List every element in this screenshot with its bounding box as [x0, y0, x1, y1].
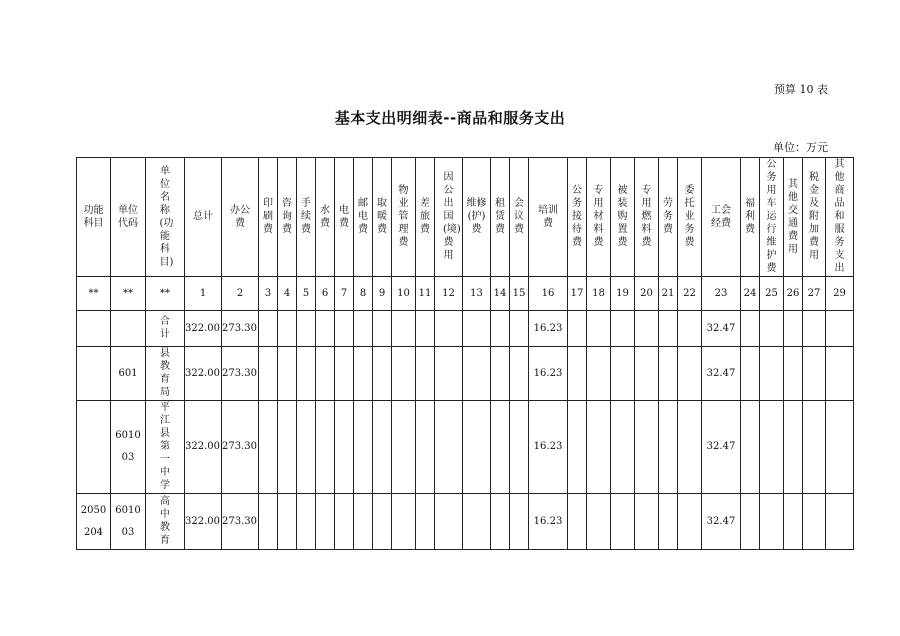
- table-cell: [146, 401, 185, 494]
- table-cell: [278, 401, 297, 494]
- table-cell-text: 16.23: [533, 322, 563, 334]
- index-cell-text: 11: [418, 287, 432, 299]
- table-cell: [678, 311, 702, 347]
- table-cell: [259, 347, 278, 401]
- table-cell-text: 2050204: [80, 504, 107, 538]
- column-header-text: 专用燃料费: [641, 185, 652, 248]
- index-cell: [611, 277, 635, 311]
- table-cell: [529, 401, 568, 494]
- table-cell: [222, 401, 259, 494]
- table-cell: [568, 494, 587, 550]
- index-cell: [354, 277, 373, 311]
- index-cell-text: 17: [570, 287, 584, 299]
- table-cell-text: 高中教育: [160, 496, 170, 546]
- table-cell-text: 322.00: [185, 367, 220, 379]
- column-header-text: 被装购置费: [617, 185, 628, 248]
- column-header: [185, 158, 222, 277]
- column-header: [611, 158, 635, 277]
- column-header: [529, 158, 568, 277]
- table-cell: [297, 311, 316, 347]
- table-cell: [678, 401, 702, 494]
- table-cell: [510, 494, 529, 550]
- index-cell-text: 21: [661, 287, 675, 299]
- table-cell: [659, 401, 678, 494]
- table-cell: [491, 494, 510, 550]
- index-cell: [826, 277, 854, 311]
- table-number: 预算 10 表: [774, 83, 828, 96]
- table-cell: [529, 311, 568, 347]
- column-header-text: 因公出国(境)费用: [443, 172, 461, 261]
- index-cell-text: 24: [743, 287, 757, 299]
- column-header: [146, 158, 185, 277]
- table-cell: [463, 401, 491, 494]
- table-cell: [568, 347, 587, 401]
- table-cell: [760, 494, 784, 550]
- index-cell-text: 6: [321, 287, 329, 299]
- column-header: [803, 158, 826, 277]
- table-cell: [392, 494, 416, 550]
- table-cell: [826, 347, 854, 401]
- table-cell-text: 322.00: [185, 322, 220, 334]
- page-title: 基本支出明细表--商品和服务支出: [334, 109, 566, 127]
- table-cell: [702, 401, 741, 494]
- column-header: [435, 158, 463, 277]
- column-header-text: 维修(护)费: [466, 198, 487, 235]
- table-cell: [587, 347, 611, 401]
- column-header-text: 总计: [193, 211, 213, 222]
- column-header: [392, 158, 416, 277]
- table-cell: [635, 401, 659, 494]
- table-cell: [635, 347, 659, 401]
- table-cell: [611, 311, 635, 347]
- column-header-text: 专用材料费: [593, 185, 604, 248]
- table-cell: [278, 347, 297, 401]
- table-cell: [510, 401, 529, 494]
- column-header-text: 电费: [339, 204, 349, 229]
- index-cell: [678, 277, 702, 311]
- column-header-text: 水费: [320, 204, 330, 229]
- column-header: [568, 158, 587, 277]
- index-cell-text: 27: [807, 287, 821, 299]
- table-cell: [335, 401, 354, 494]
- column-header: [784, 158, 803, 277]
- table-cell: [741, 401, 760, 494]
- table-cell-text: 32.47: [706, 322, 736, 334]
- table-cell-text: 县教育局: [160, 348, 170, 398]
- table-cell: [354, 401, 373, 494]
- column-header-text: 功能科目: [83, 204, 104, 229]
- index-cell: [741, 277, 760, 311]
- table-cell: [803, 401, 826, 494]
- index-cell: [568, 277, 587, 311]
- table-cell: [760, 311, 784, 347]
- column-header: [111, 158, 146, 277]
- table-cell: [435, 311, 463, 347]
- column-header: [278, 158, 297, 277]
- column-header-text: 工会经费: [711, 204, 731, 229]
- column-header: [373, 158, 392, 277]
- table-cell: [510, 347, 529, 401]
- column-header-text: 税金及附加费用: [809, 172, 819, 261]
- table-cell: [741, 347, 760, 401]
- table-cell-text: 273.30: [222, 367, 257, 379]
- index-cell: [659, 277, 678, 311]
- table-cell: [587, 401, 611, 494]
- budget-table: [76, 157, 854, 550]
- table-cell: [659, 494, 678, 550]
- index-cell-text: 20: [640, 287, 653, 299]
- index-cell: [335, 277, 354, 311]
- table-cell: [741, 311, 760, 347]
- table-cell: [568, 311, 587, 347]
- table-cell: [297, 401, 316, 494]
- index-cell-text: 26: [786, 287, 800, 299]
- column-header-text: 邮电费: [358, 198, 368, 235]
- column-header: [316, 158, 335, 277]
- table-cell: [611, 347, 635, 401]
- table-cell: [316, 494, 335, 550]
- table-cell: [373, 347, 392, 401]
- index-cell: [259, 277, 278, 311]
- table-cell: [185, 401, 222, 494]
- table-cell: [826, 311, 854, 347]
- index-cell: [297, 277, 316, 311]
- column-header: [463, 158, 491, 277]
- table-cell: [741, 494, 760, 550]
- column-header-text: 会议费: [514, 198, 524, 235]
- table-cell: [435, 347, 463, 401]
- table-cell: [278, 494, 297, 550]
- table-cell-text: 16.23: [533, 367, 563, 379]
- column-header-text: 委托业务费: [684, 185, 695, 248]
- table-cell: [435, 494, 463, 550]
- index-cell-text: 14: [493, 287, 507, 299]
- column-header-text: 其他商品和服务支出: [834, 159, 845, 274]
- table-cell: [392, 401, 416, 494]
- column-header-text: 差旅费: [420, 198, 430, 235]
- table-cell: [146, 311, 185, 347]
- table-cell: [510, 311, 529, 347]
- table-cell: [146, 347, 185, 401]
- table-cell-text: 273.30: [222, 322, 257, 334]
- table-cell: [222, 494, 259, 550]
- table-cell-text: 32.47: [706, 367, 736, 379]
- column-header: [77, 158, 111, 277]
- table-cell-text: 322.00: [185, 515, 220, 527]
- table-cell: [316, 311, 335, 347]
- index-cell: [463, 277, 491, 311]
- table-cell: [373, 401, 392, 494]
- column-header: [222, 158, 259, 277]
- index-cell: [529, 277, 568, 311]
- index-cell: [185, 277, 222, 311]
- index-cell: [111, 277, 146, 311]
- index-cell-text: 15: [512, 287, 526, 299]
- column-header-text: 咨询费: [282, 198, 292, 235]
- index-cell: [587, 277, 611, 311]
- table-cell: [529, 347, 568, 401]
- column-header: [297, 158, 316, 277]
- column-header-text: 培训费: [538, 204, 558, 229]
- table-cell: [529, 494, 568, 550]
- table-cell: [259, 494, 278, 550]
- index-cell-text: 1: [199, 287, 207, 299]
- table-cell: [185, 311, 222, 347]
- table-cell: [784, 347, 803, 401]
- index-cell: [760, 277, 784, 311]
- column-header-text: 劳务费: [663, 198, 673, 235]
- index-cell-text: 10: [397, 287, 410, 299]
- index-cell-text: 22: [683, 287, 696, 299]
- index-cell-text: 29: [833, 287, 846, 299]
- table-cell: [77, 401, 111, 494]
- table-cell: [392, 347, 416, 401]
- table-cell: [77, 311, 111, 347]
- index-cell: [491, 277, 510, 311]
- column-header-text: 公务用车运行维护费: [766, 159, 777, 274]
- index-cell-text: 3: [264, 287, 272, 299]
- table-cell: [316, 401, 335, 494]
- column-header: [587, 158, 611, 277]
- index-cell: [635, 277, 659, 311]
- index-cell-text: 25: [765, 287, 778, 299]
- index-cell: [803, 277, 826, 311]
- table-cell: [416, 311, 435, 347]
- table-cell-text: 601003: [115, 504, 141, 538]
- column-header: [491, 158, 510, 277]
- table-cell-text: 273.30: [222, 441, 257, 452]
- table-cell: [373, 494, 392, 550]
- table-cell-text: 273.30: [222, 515, 257, 527]
- table-cell: [659, 311, 678, 347]
- column-header-text: 物业管理费: [398, 185, 409, 248]
- table-cell: [335, 311, 354, 347]
- unit-label: 单位：万元: [773, 141, 828, 154]
- column-header: [354, 158, 373, 277]
- index-cell: [435, 277, 463, 311]
- index-cell-text: 12: [442, 287, 455, 299]
- table-cell: [297, 347, 316, 401]
- column-header-text: 单位代码: [118, 204, 138, 229]
- column-header-text: 印刷费: [263, 198, 273, 235]
- column-header: [635, 158, 659, 277]
- column-header-text: 其他交通费用: [788, 178, 798, 255]
- column-header: [259, 158, 278, 277]
- table-cell: [463, 311, 491, 347]
- table-cell: [784, 311, 803, 347]
- table-cell-text: 32.47: [706, 441, 736, 452]
- index-cell: [416, 277, 435, 311]
- table-row: [77, 347, 854, 401]
- table-cell: [354, 494, 373, 550]
- table-cell: [760, 401, 784, 494]
- column-header: [335, 158, 354, 277]
- table-cell: [354, 347, 373, 401]
- index-cell: [146, 277, 185, 311]
- table-cell: [416, 401, 435, 494]
- column-header-text: 福利费: [745, 198, 755, 235]
- table-cell: [111, 347, 146, 401]
- table-cell: [373, 311, 392, 347]
- index-cell: [392, 277, 416, 311]
- table-cell: [491, 401, 510, 494]
- table-cell: [111, 311, 146, 347]
- table-cell: [678, 347, 702, 401]
- table-cell: [635, 311, 659, 347]
- index-cell: [373, 277, 392, 311]
- index-cell-text: 8: [359, 287, 367, 299]
- column-header: [760, 158, 784, 277]
- index-cell-text: 4: [283, 287, 291, 299]
- index-cell: [702, 277, 741, 311]
- table-cell: [111, 401, 146, 494]
- table-cell: [416, 347, 435, 401]
- index-cell: [784, 277, 803, 311]
- column-header-text: 租赁费: [495, 198, 505, 235]
- index-cell-text: 16: [541, 287, 555, 299]
- column-header-text: 单位名称(功能科目): [159, 165, 174, 268]
- index-cell-text: **: [123, 287, 133, 299]
- table-cell: [185, 494, 222, 550]
- table-row: [77, 311, 854, 347]
- table-cell: [784, 401, 803, 494]
- table-cell-text: 322.00: [185, 441, 220, 452]
- table-cell: [335, 494, 354, 550]
- table-cell: [222, 347, 259, 401]
- table-cell: [803, 347, 826, 401]
- table-cell: [77, 347, 111, 401]
- table-cell-text: 16.23: [533, 441, 563, 452]
- table-cell: [259, 401, 278, 494]
- column-header: [741, 158, 760, 277]
- index-cell-text: 5: [302, 287, 310, 299]
- table-cell: [702, 494, 741, 550]
- table-row: [77, 494, 854, 550]
- column-header-text: 公务接待费: [572, 185, 582, 248]
- index-cell-text: **: [88, 287, 99, 299]
- table-row: [77, 401, 854, 494]
- column-header-text: 手续费: [301, 198, 311, 235]
- index-cell-text: 7: [340, 287, 348, 299]
- table-cell-text: 32.47: [706, 515, 736, 527]
- table-cell: [416, 494, 435, 550]
- table-cell-text: 601: [118, 367, 138, 379]
- table-cell: [587, 311, 611, 347]
- table-cell: [435, 401, 463, 494]
- table-cell: [784, 494, 803, 550]
- table-cell: [611, 494, 635, 550]
- table-cell: [146, 494, 185, 550]
- table-cell: [463, 494, 491, 550]
- table-cell: [702, 347, 741, 401]
- index-cell: [222, 277, 259, 311]
- table-cell: [587, 494, 611, 550]
- index-cell-text: 13: [470, 287, 483, 299]
- index-cell: [316, 277, 335, 311]
- table-cell: [259, 311, 278, 347]
- index-cell-text: 9: [378, 287, 386, 299]
- table-cell-text: 16.23: [533, 515, 563, 527]
- table-cell: [222, 311, 259, 347]
- table-cell: [568, 401, 587, 494]
- table-cell: [826, 494, 854, 550]
- table-cell: [278, 311, 297, 347]
- table-cell-text: 601003: [115, 430, 141, 463]
- index-cell: [278, 277, 297, 311]
- table-cell: [491, 311, 510, 347]
- table-cell: [760, 347, 784, 401]
- table-cell: [803, 311, 826, 347]
- column-header: [678, 158, 702, 277]
- column-header-text: 取暖费: [377, 198, 387, 235]
- table-cell: [803, 494, 826, 550]
- column-header: [510, 158, 529, 277]
- table-cell: [335, 347, 354, 401]
- index-cell-text: 23: [714, 287, 728, 299]
- table-cell: [77, 494, 111, 550]
- index-cell-text: 2: [236, 287, 244, 299]
- table-cell-text: 合计: [160, 316, 170, 340]
- table-cell: [826, 401, 854, 494]
- table-cell: [111, 494, 146, 550]
- table-cell: [491, 347, 510, 401]
- table-cell: [659, 347, 678, 401]
- index-cell-text: **: [160, 287, 170, 299]
- table-cell: [635, 494, 659, 550]
- table-cell: [463, 347, 491, 401]
- table-cell-text: 平江县第一中学: [160, 402, 170, 491]
- table-cell: [185, 347, 222, 401]
- index-row: [77, 277, 854, 311]
- table-cell: [678, 494, 702, 550]
- table-cell: [702, 311, 741, 347]
- table-cell: [611, 401, 635, 494]
- index-cell: [510, 277, 529, 311]
- index-cell: [77, 277, 111, 311]
- table-cell: [316, 347, 335, 401]
- index-cell-text: 18: [592, 287, 605, 299]
- table-cell: [392, 311, 416, 347]
- column-header: [826, 158, 854, 277]
- header-row: [77, 158, 854, 277]
- index-cell-text: 19: [616, 287, 629, 299]
- column-header: [659, 158, 678, 277]
- column-header-text: 办公费: [230, 204, 250, 229]
- table-cell: [354, 311, 373, 347]
- column-header: [702, 158, 741, 277]
- table-cell: [297, 494, 316, 550]
- column-header: [416, 158, 435, 277]
